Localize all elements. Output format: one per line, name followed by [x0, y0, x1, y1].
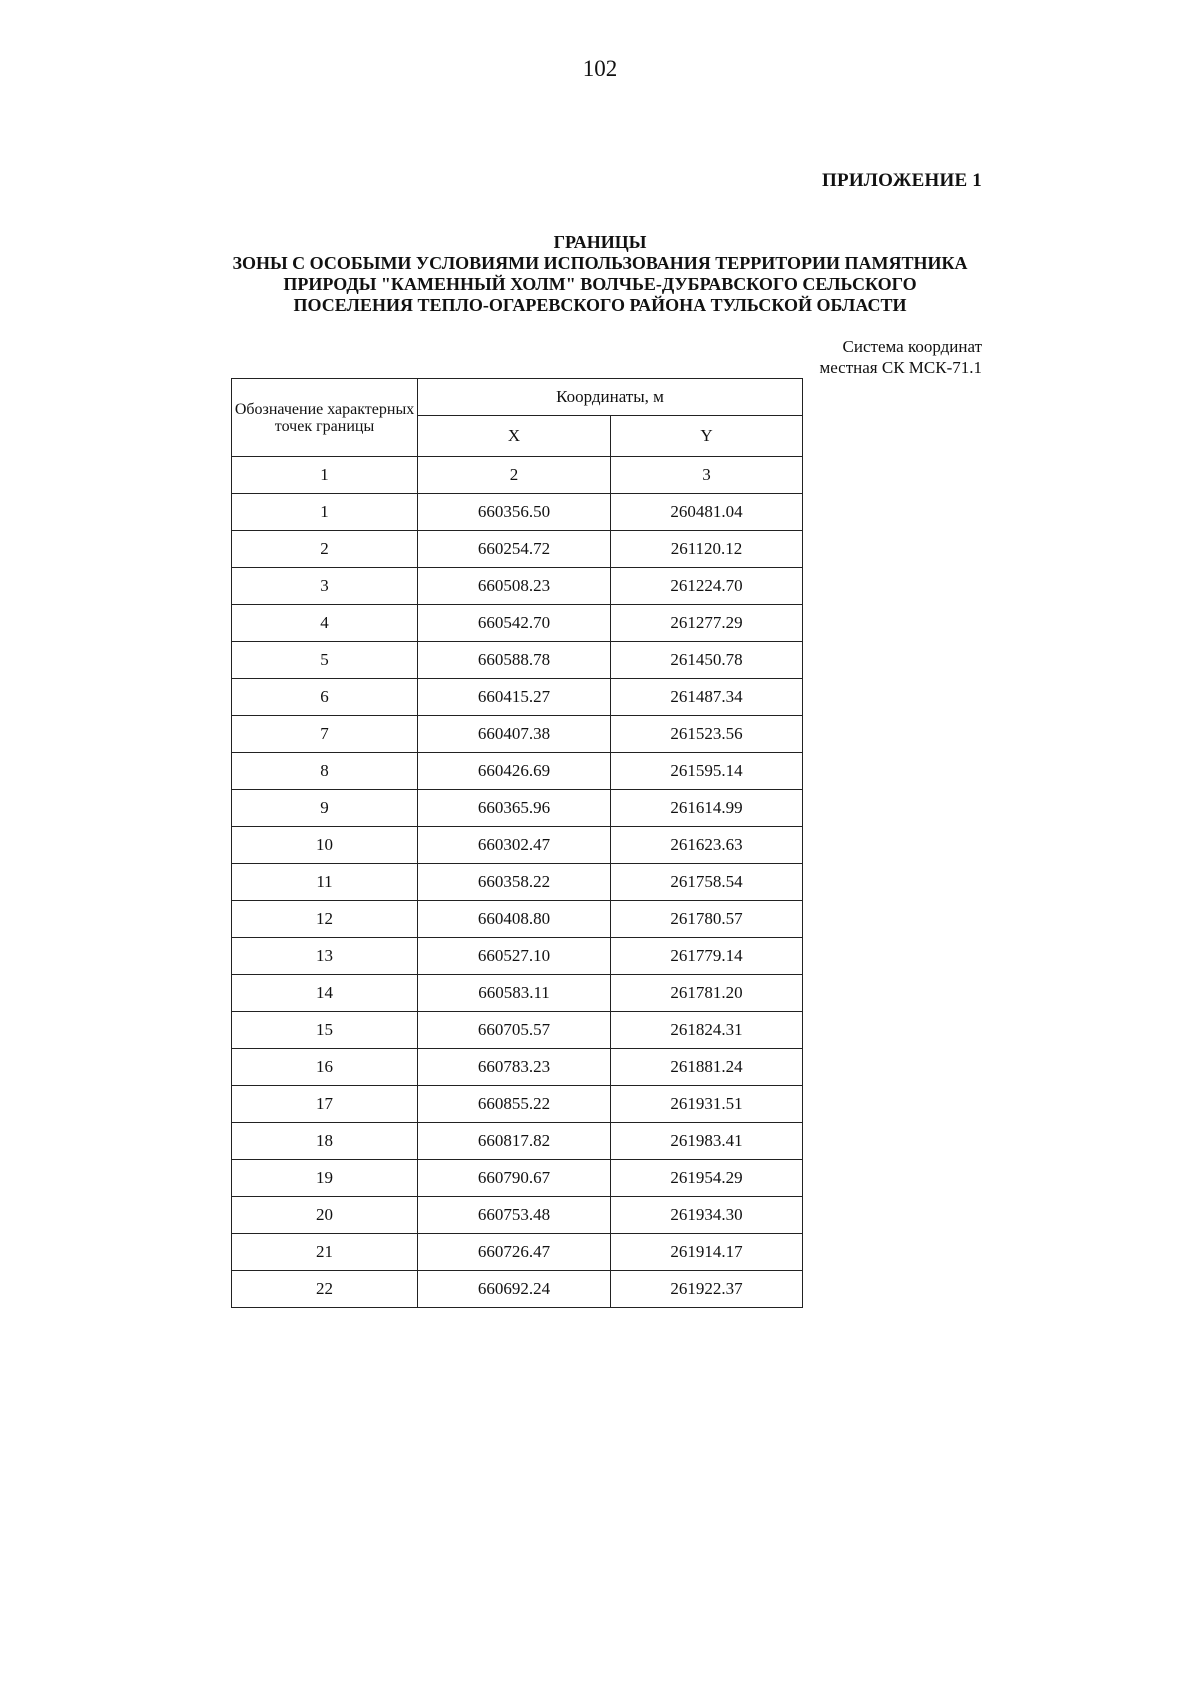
title-line: ПРИРОДЫ "КАМЕННЫЙ ХОЛМ" ВОЛЧЬЕ-ДУБРАВСКОГО СЕЛЬСКОГО	[283, 274, 917, 294]
point-number: 21	[232, 1234, 418, 1271]
title-line: ГРАНИЦЫ	[553, 232, 647, 252]
point-number: 3	[232, 568, 418, 605]
coordinates-table	[231, 378, 803, 1308]
coordinate-y: 261780.57	[611, 901, 803, 938]
column-number-row	[232, 457, 803, 494]
point-number: 7	[232, 716, 418, 753]
column-number: 3	[611, 457, 803, 494]
table-row	[232, 864, 803, 901]
coordinate-y: 261487.34	[611, 679, 803, 716]
point-number: 9	[232, 790, 418, 827]
coordinate-x: 660705.57	[418, 1012, 611, 1049]
coordinate-y: 261758.54	[611, 864, 803, 901]
coordinate-y: 261614.99	[611, 790, 803, 827]
coordinate-system-line: местная СК МСК-71.1	[819, 358, 982, 377]
point-number: 20	[232, 1197, 418, 1234]
coordinate-x: 660356.50	[418, 494, 611, 531]
coordinate-x: 660783.23	[418, 1049, 611, 1086]
table-row	[232, 716, 803, 753]
coordinate-y: 261781.20	[611, 975, 803, 1012]
header-coordinates: Координаты, м	[418, 379, 803, 416]
coordinate-y: 261931.51	[611, 1086, 803, 1123]
coordinate-y: 261277.29	[611, 605, 803, 642]
table-row	[232, 679, 803, 716]
coordinate-y: 261523.56	[611, 716, 803, 753]
coordinate-y: 261623.63	[611, 827, 803, 864]
coordinate-y: 261954.29	[611, 1160, 803, 1197]
table-row	[232, 753, 803, 790]
point-number: 16	[232, 1049, 418, 1086]
point-number: 12	[232, 901, 418, 938]
coordinate-x: 660302.47	[418, 827, 611, 864]
table-row	[232, 901, 803, 938]
table-row	[232, 1123, 803, 1160]
coordinate-x: 660508.23	[418, 568, 611, 605]
coordinate-x: 660583.11	[418, 975, 611, 1012]
table-row	[232, 531, 803, 568]
title-line: ПОСЕЛЕНИЯ ТЕПЛО-ОГАРЕВСКОГО РАЙОНА ТУЛЬСКОЙ ОБЛАСТИ	[293, 295, 907, 315]
coordinate-y: 261922.37	[611, 1271, 803, 1308]
table-row	[232, 1086, 803, 1123]
point-number: 4	[232, 605, 418, 642]
coordinate-y: 261450.78	[611, 642, 803, 679]
coordinate-system-note	[819, 336, 982, 378]
coordinate-x: 660855.22	[418, 1086, 611, 1123]
point-number: 8	[232, 753, 418, 790]
table-row	[232, 1160, 803, 1197]
table-row	[232, 605, 803, 642]
coordinate-y: 261934.30	[611, 1197, 803, 1234]
coordinate-x: 660542.70	[418, 605, 611, 642]
point-number: 22	[232, 1271, 418, 1308]
table-row	[232, 1012, 803, 1049]
table-row	[232, 642, 803, 679]
table-row	[232, 568, 803, 605]
table-row	[232, 790, 803, 827]
table-body	[232, 494, 803, 1308]
table-row	[232, 938, 803, 975]
title-line: ЗОНЫ С ОСОБЫМИ УСЛОВИЯМИ ИСПОЛЬЗОВАНИЯ ТЕРРИТОРИИ ПАМЯТНИКА	[232, 253, 968, 273]
coordinate-x: 660753.48	[418, 1197, 611, 1234]
point-number: 15	[232, 1012, 418, 1049]
header-x: X	[418, 416, 611, 457]
coordinate-y: 261120.12	[611, 531, 803, 568]
coordinate-x: 660365.96	[418, 790, 611, 827]
point-number: 17	[232, 1086, 418, 1123]
point-number: 5	[232, 642, 418, 679]
column-number: 1	[232, 457, 418, 494]
coordinate-y: 260481.04	[611, 494, 803, 531]
point-number: 6	[232, 679, 418, 716]
coordinate-y: 261595.14	[611, 753, 803, 790]
coordinate-x: 660588.78	[418, 642, 611, 679]
coordinate-x: 660790.67	[418, 1160, 611, 1197]
table-row	[232, 1271, 803, 1308]
coordinate-system-line: Система координат	[842, 337, 982, 356]
column-number: 2	[418, 457, 611, 494]
table-row	[232, 1197, 803, 1234]
coordinate-y: 261779.14	[611, 938, 803, 975]
point-number: 19	[232, 1160, 418, 1197]
point-number: 14	[232, 975, 418, 1012]
coordinate-x: 660358.22	[418, 864, 611, 901]
page-number: 102	[582, 56, 618, 81]
table-row	[232, 827, 803, 864]
coordinate-y: 261983.41	[611, 1123, 803, 1160]
point-number: 2	[232, 531, 418, 568]
point-number: 10	[232, 827, 418, 864]
header-point-designation: Обозначение характерных точек границы	[232, 379, 418, 457]
coordinate-x: 660692.24	[418, 1271, 611, 1308]
point-number: 11	[232, 864, 418, 901]
coordinate-x: 660408.80	[418, 901, 611, 938]
document-title	[200, 232, 1000, 316]
point-number: 18	[232, 1123, 418, 1160]
coordinate-x: 660817.82	[418, 1123, 611, 1160]
table-row	[232, 975, 803, 1012]
appendix-label: ПРИЛОЖЕНИЕ 1	[822, 170, 982, 191]
point-number: 13	[232, 938, 418, 975]
coordinate-y: 261914.17	[611, 1234, 803, 1271]
point-number: 1	[232, 494, 418, 531]
table-header-row	[232, 379, 803, 416]
coordinate-x: 660726.47	[418, 1234, 611, 1271]
coordinate-y: 261824.31	[611, 1012, 803, 1049]
table-row	[232, 1234, 803, 1271]
coordinate-x: 660415.27	[418, 679, 611, 716]
table-row	[232, 1049, 803, 1086]
coordinate-x: 660426.69	[418, 753, 611, 790]
table-row	[232, 494, 803, 531]
coordinate-y: 261224.70	[611, 568, 803, 605]
coordinate-x: 660407.38	[418, 716, 611, 753]
coordinate-y: 261881.24	[611, 1049, 803, 1086]
header-y: Y	[611, 416, 803, 457]
coordinate-x: 660527.10	[418, 938, 611, 975]
coordinate-x: 660254.72	[418, 531, 611, 568]
